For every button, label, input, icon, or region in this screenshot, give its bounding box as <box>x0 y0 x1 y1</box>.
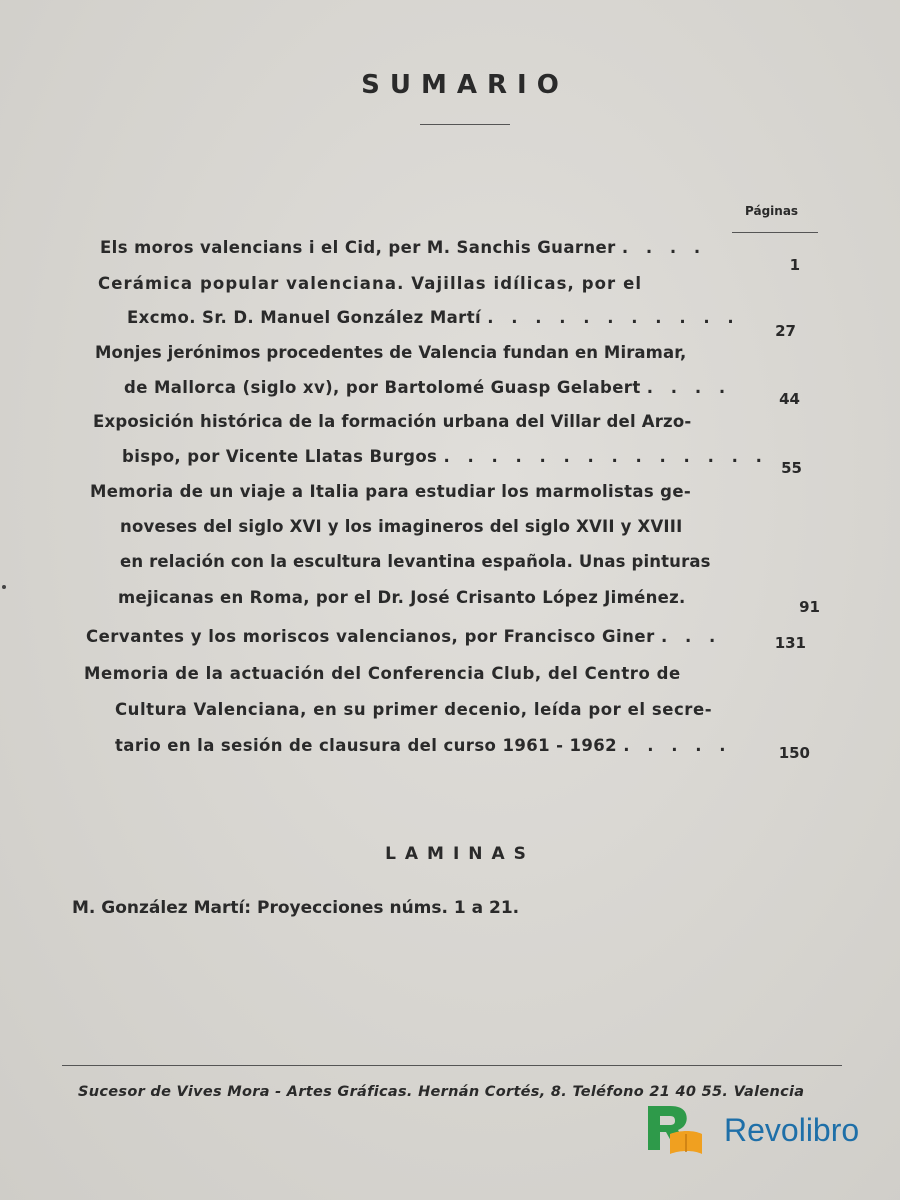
toc-entry-1-page: 1 <box>789 256 800 274</box>
revolibro-wordmark: Revolibro <box>724 1111 860 1148</box>
plates-entry: M. González Martí: Proyecciones núms. 1 a 21. <box>72 898 520 918</box>
toc-entry-3-page: 44 <box>779 390 800 408</box>
toc-entry-4-line-2 <box>122 447 768 466</box>
toc-entry-text: Cervantes y los moriscos valencianos, por Francisco Giner <box>86 627 655 646</box>
leader-dots: . . . . . . . . . . . <box>487 308 740 327</box>
leader-dots: . . . . <box>621 238 707 257</box>
toc-entry-text: Els moros valencians i el Cid, per M. Sanchis Guarner <box>100 238 616 257</box>
toc-entry-text: tario en la sesión de clausura del curso 1961 - 1962 <box>115 736 618 755</box>
leader-dots: . . . <box>660 627 722 646</box>
toc-entry-2-line-2 <box>127 308 740 327</box>
leader-dots: . . . . . <box>623 736 732 755</box>
toc-entry-7-page: 150 <box>778 744 810 762</box>
printer-imprint: Sucesor de Vives Mora - Artes Gráficas. Hernán Cortés, 8. Teléfono 21 40 55. Valencia <box>78 1084 805 1100</box>
toc-entry-7-line-1: Memoria de la actuación del Conferencia Club, del Centro de <box>84 664 681 683</box>
toc-entry-7-line-2: Cultura Valenciana, en su primer decenio, leída por el secre- <box>115 700 713 719</box>
toc-entry-text: bispo, por Vicente Llatas Burgos <box>122 447 438 466</box>
toc-entry-5-line-4: mejicanas en Roma, por el Dr. José Crisanto López Jiménez. <box>118 588 686 607</box>
revolibro-watermark <box>640 1100 859 1160</box>
toc-entry-5-line-1: Memoria de un viaje a Italia para estudiar los marmolistas ge- <box>90 482 692 501</box>
toc-entry-6-line-1 <box>86 627 721 646</box>
toc-entry-2-page: 27 <box>775 322 796 340</box>
page-speck <box>2 585 6 589</box>
toc-entry-5-line-3: en relación con la escultura levantina española. Unas pinturas <box>120 552 711 571</box>
toc-entry-4-line-1: Exposición histórica de la formación urbana del Villar del Arzo- <box>93 412 692 431</box>
footer-divider <box>62 1065 842 1066</box>
revolibro-logo-icon <box>640 1100 716 1160</box>
pages-header-divider <box>732 232 818 233</box>
toc-entry-3-line-2 <box>124 378 731 397</box>
title-divider <box>420 124 510 125</box>
toc-entry-5-line-2: noveses del siglo XVI y los imagineros del siglo XVII y XVIII <box>120 517 683 536</box>
toc-entry-1-line-1 <box>100 238 706 257</box>
toc-entry-5-page: 91 <box>799 598 820 616</box>
toc-entry-2-line-1: Cerámica popular valenciana. Vajillas idílicas, por el <box>98 274 643 293</box>
toc-entry-text: Excmo. Sr. D. Manuel González Martí <box>127 308 482 327</box>
toc-entry-3-line-1: Monjes jerónimos procedentes de Valencia fundan en Miramar, <box>95 343 687 362</box>
toc-entry-7-line-3 <box>115 736 732 755</box>
toc-entry-6-page: 131 <box>774 634 806 652</box>
toc-entry-4-page: 55 <box>781 459 802 477</box>
toc-entry-text: de Mallorca (siglo xv), por Bartolomé Guasp Gelabert <box>124 378 641 397</box>
page-title: SUMARIO <box>361 70 569 100</box>
plates-heading: LAMINAS <box>385 844 535 864</box>
leader-dots: . . . . <box>646 378 732 397</box>
leader-dots: . . . . . . . . . . . . . . <box>443 447 768 466</box>
pages-column-header: Páginas <box>745 204 799 218</box>
